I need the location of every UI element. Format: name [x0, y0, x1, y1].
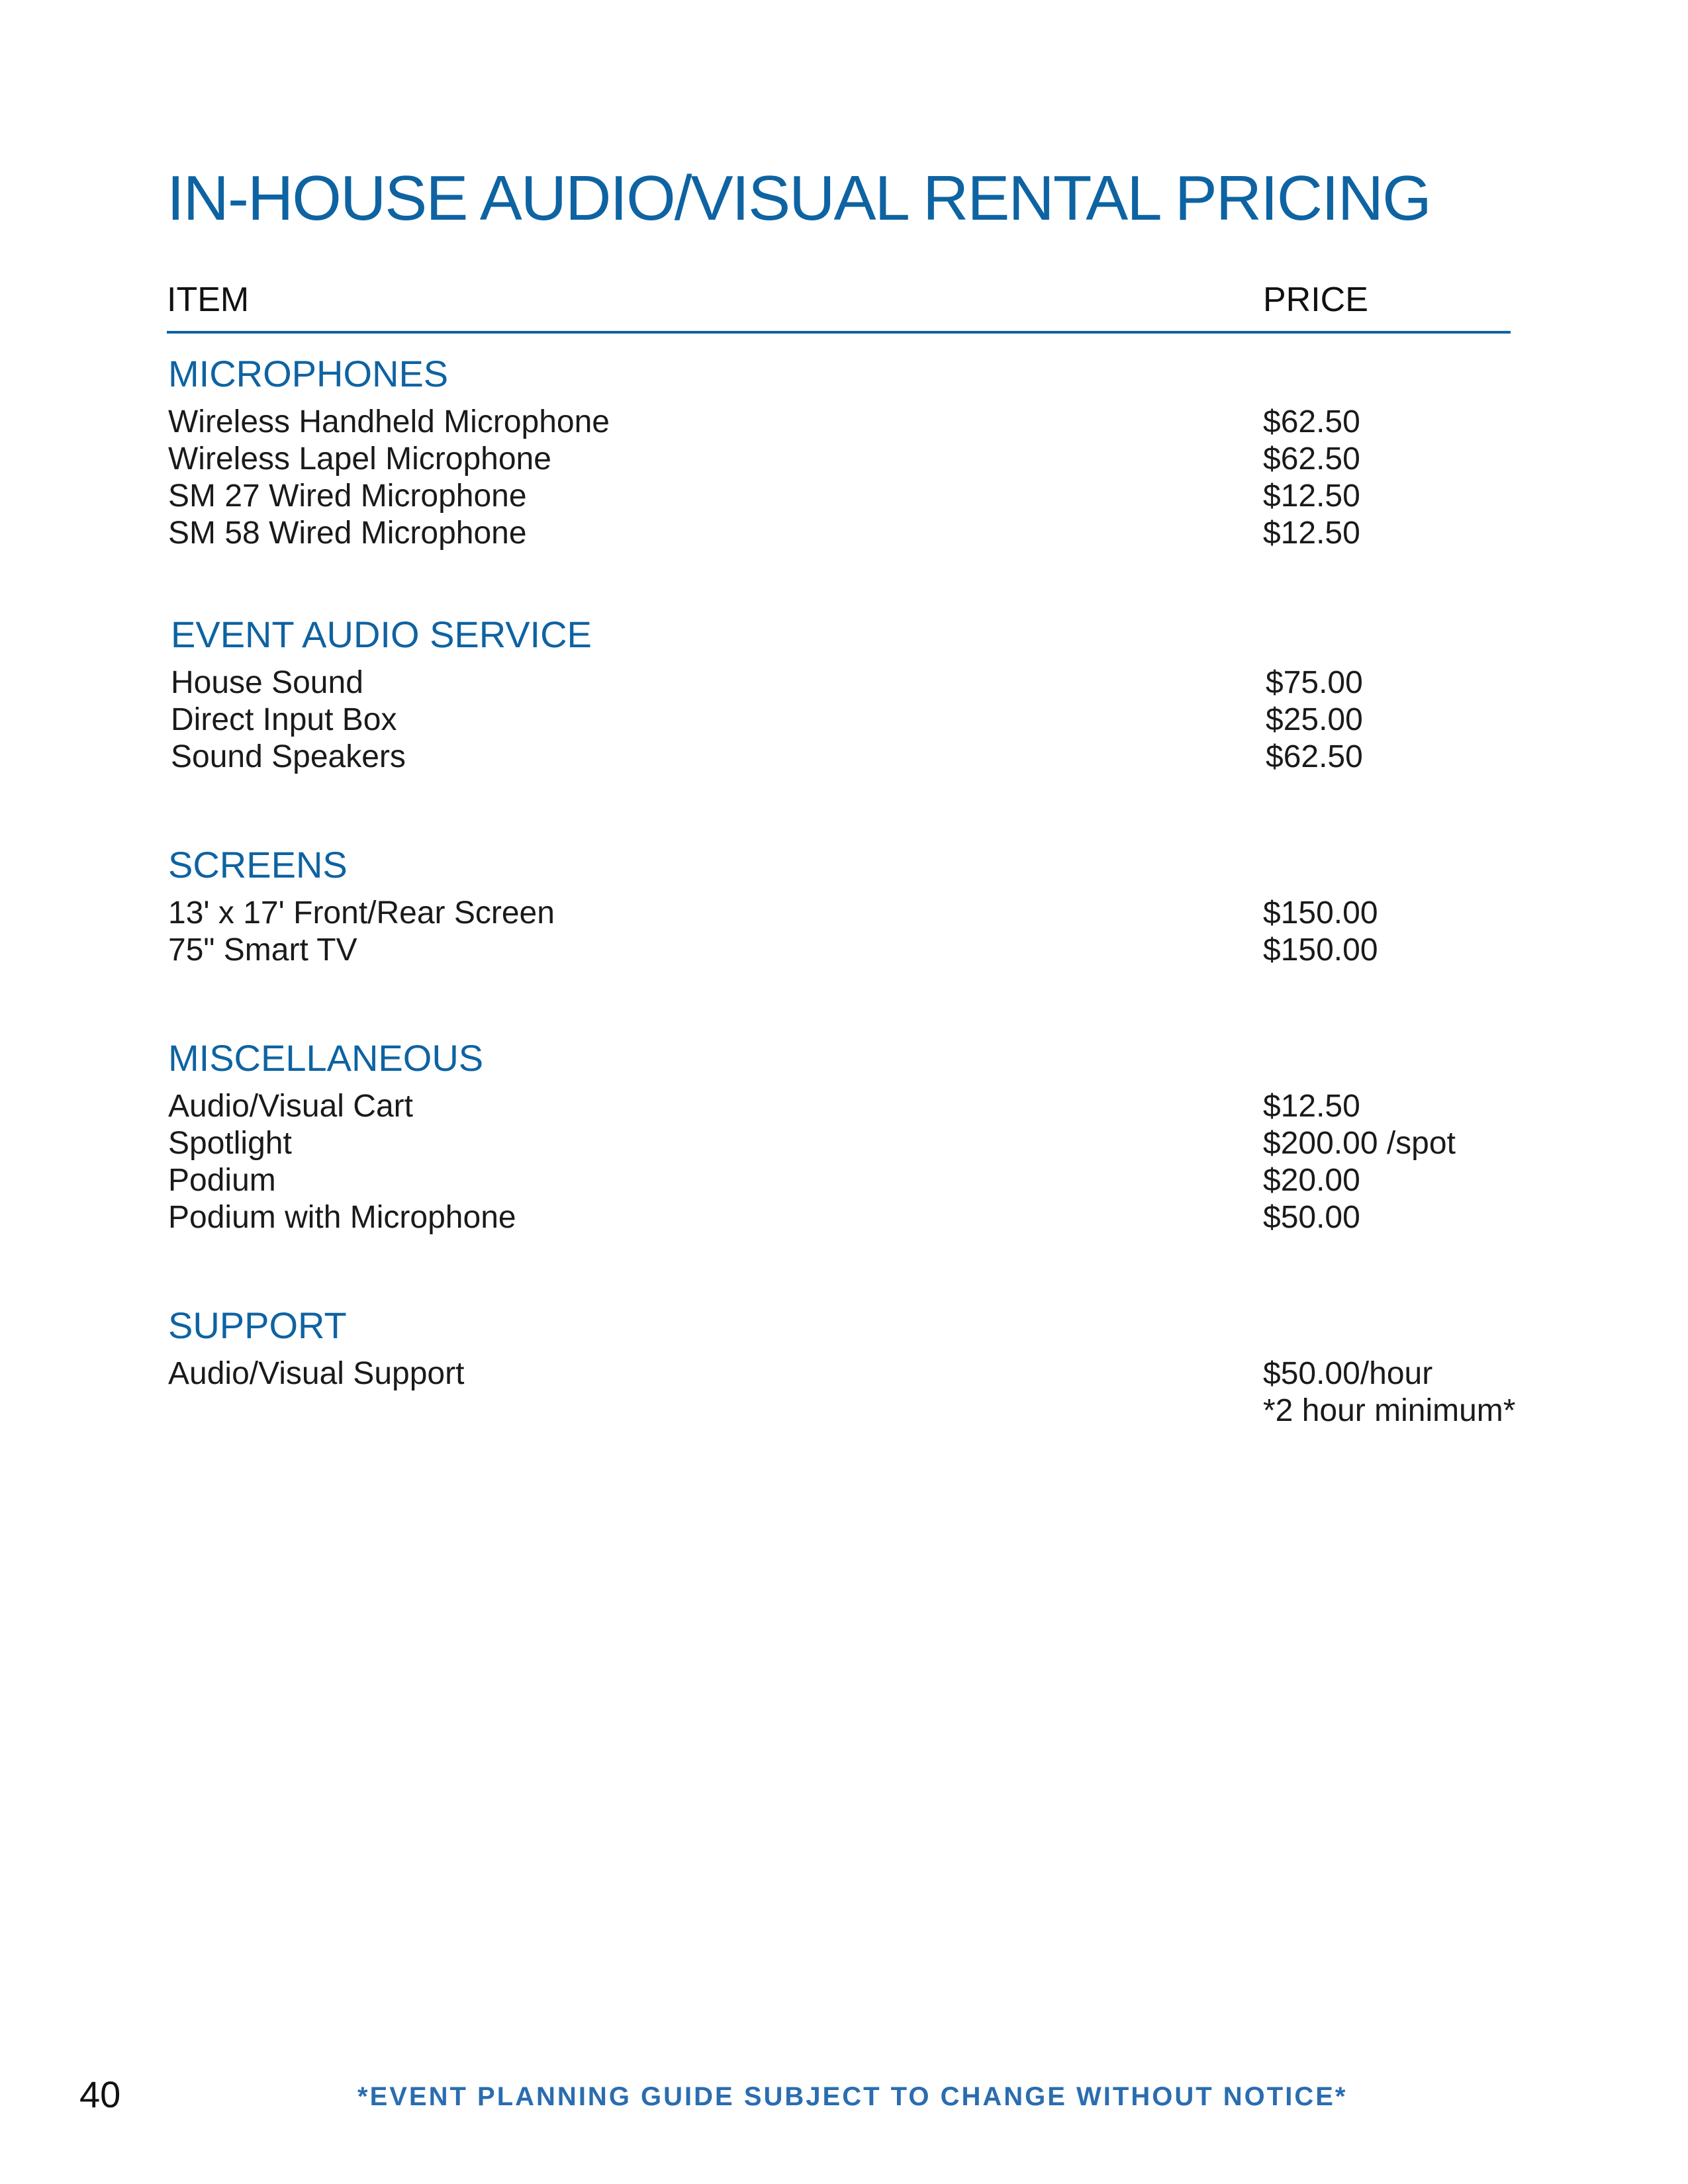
- list-item: [169, 702, 1533, 739]
- item-name: House Sound: [171, 665, 363, 700]
- section-title: MICROPHONES: [168, 353, 449, 394]
- section-title: MISCELLANEOUS: [168, 1037, 484, 1079]
- item-name: 13' x 17' Front/Rear Screen: [168, 895, 555, 931]
- section-title: SCREENS: [168, 844, 348, 886]
- header-rule: [167, 331, 1511, 334]
- section-title: EVENT AUDIO SERVICE: [171, 614, 592, 655]
- item-price: $62.50: [1263, 404, 1360, 439]
- item-name: SM 27 Wired Microphone: [168, 478, 527, 514]
- page-number: 40: [79, 2073, 121, 2115]
- item-price: $150.00: [1263, 895, 1378, 931]
- list-item: [169, 739, 1533, 776]
- page-title: IN-HOUSE AUDIO/VISUAL RENTAL PRICING: [167, 163, 1430, 234]
- list-item: [167, 1199, 1530, 1236]
- list-item: [167, 1162, 1530, 1199]
- section-microphones: [167, 351, 1530, 552]
- item-price: $75.00: [1266, 665, 1363, 700]
- item-price: $12.50: [1263, 478, 1360, 514]
- item-price: $20.00: [1263, 1163, 1360, 1198]
- list-item: [167, 404, 1530, 441]
- section-miscellaneous: [167, 1035, 1530, 1236]
- item-name: Wireless Handheld Microphone: [168, 404, 610, 439]
- list-item: [167, 441, 1530, 478]
- list-item: [167, 478, 1530, 515]
- item-name: SM 58 Wired Microphone: [168, 516, 527, 551]
- item-price: $50.00: [1263, 1200, 1360, 1235]
- item-name: Podium with Microphone: [168, 1200, 516, 1235]
- list-item: [167, 895, 1530, 932]
- item-name: Direct Input Box: [171, 702, 397, 737]
- item-price: $12.50: [1263, 516, 1360, 551]
- price-column-header: PRICE: [1263, 281, 1368, 319]
- item-name: Wireless Lapel Microphone: [168, 441, 551, 477]
- section-screens: [167, 842, 1530, 969]
- list-item: [167, 932, 1530, 969]
- item-name: Audio/Visual Cart: [168, 1089, 413, 1124]
- item-name: Audio/Visual Support: [168, 1356, 465, 1391]
- item-price: $62.50: [1263, 441, 1360, 477]
- item-price: $200.00 /spot: [1263, 1126, 1456, 1161]
- list-item: [167, 1125, 1530, 1162]
- item-price: $62.50: [1266, 739, 1363, 774]
- item-price: $25.00: [1266, 702, 1363, 737]
- list-item: [167, 515, 1530, 552]
- item-name: Sound Speakers: [171, 739, 406, 774]
- item-name: Spotlight: [168, 1126, 292, 1161]
- list-item: [167, 1355, 1530, 1392]
- section-event-audio: [169, 612, 1533, 776]
- item-price: $50.00/hour: [1263, 1356, 1433, 1391]
- footer-notice: *EVENT PLANNING GUIDE SUBJECT TO CHANGE WITHOUT NOTICE*: [357, 2082, 1348, 2111]
- section-title: SUPPORT: [168, 1304, 347, 1346]
- support-minimum-note: *2 hour minimum*: [1263, 1393, 1516, 1428]
- item-price: $150.00: [1263, 933, 1378, 968]
- list-item: [167, 1088, 1530, 1125]
- item-name: 75" Smart TV: [168, 933, 357, 968]
- item-price: $12.50: [1263, 1089, 1360, 1124]
- item-column-header: ITEM: [167, 281, 250, 319]
- section-support: [167, 1302, 1530, 1428]
- list-item: [169, 664, 1533, 702]
- item-name: Podium: [168, 1163, 276, 1198]
